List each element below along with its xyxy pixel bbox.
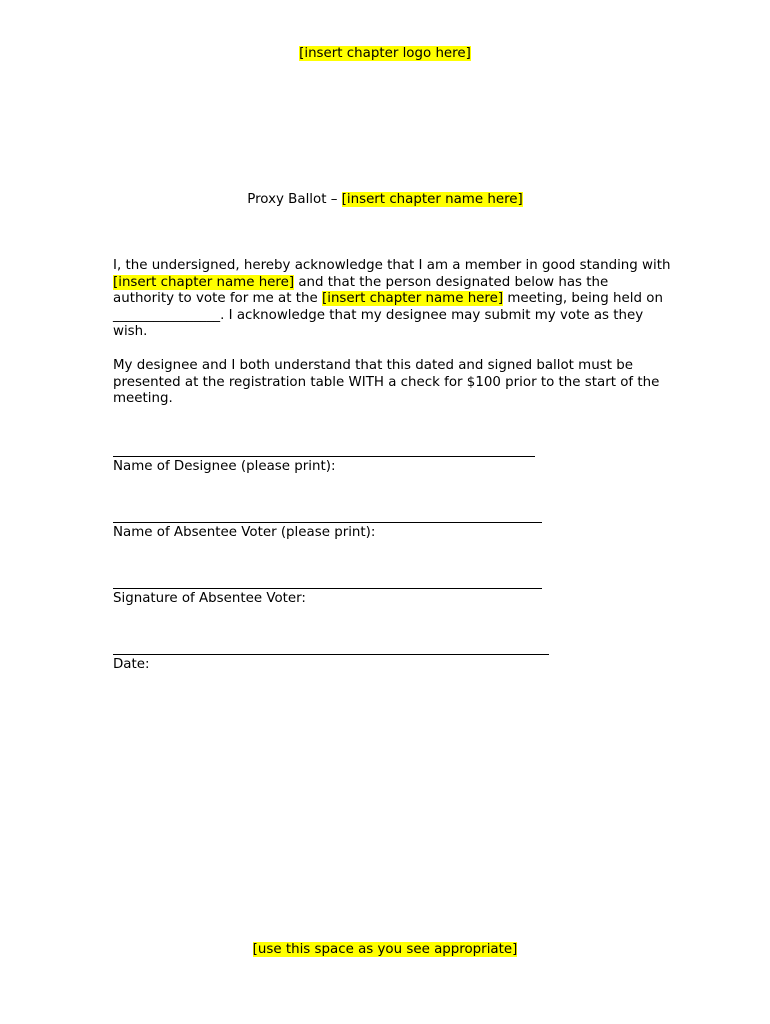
para1-text-3: meeting, being held on ________________. I acknowledge that my designee may submit my vote as they wish.: [113, 291, 663, 340]
absentee-voter-signature-label: Signature of Absentee Voter:: [113, 591, 306, 606]
para1-text-1: I, the undersigned, hereby acknowledge that I am a member in good standing with: [113, 258, 671, 273]
date-field: [113, 644, 549, 674]
footer-placeholder: [0, 942, 770, 957]
absentee-voter-signature-line: [113, 578, 542, 589]
title-prefix: Proxy Ballot –: [247, 192, 342, 207]
chapter-logo-placeholder: [0, 46, 770, 61]
understanding-paragraph: [113, 358, 673, 408]
para1-chapter-placeholder-1: [insert chapter name here]: [113, 274, 295, 290]
date-line: [113, 644, 549, 655]
acknowledgement-paragraph: [113, 258, 673, 341]
absentee-voter-name-field: [113, 512, 542, 542]
document-title: [0, 192, 770, 207]
date-label: Date:: [113, 657, 150, 672]
footer-placeholder-text: [use this space as you see appropriate]: [252, 942, 518, 957]
designee-name-label: Name of Designee (please print):: [113, 459, 336, 474]
designee-signature-line: [113, 446, 535, 457]
absentee-voter-signature-field: [113, 578, 542, 608]
para1-chapter-placeholder-2: [insert chapter name here]: [322, 291, 504, 307]
designee-name-field: [113, 446, 535, 476]
title-chapter-placeholder: [insert chapter name here]: [341, 192, 523, 207]
para2-text: My designee and I both understand that this dated and signed ballot must be presented at the registration table WITH a check for $100 prior to the start of the meeting.: [113, 358, 660, 407]
absentee-voter-name-line: [113, 512, 542, 523]
absentee-voter-name-label: Name of Absentee Voter (please print):: [113, 525, 376, 540]
para1-text-2: and that the person designated below has the authority to vote for me at the: [113, 274, 609, 307]
logo-placeholder-text: [insert chapter logo here]: [299, 46, 471, 61]
